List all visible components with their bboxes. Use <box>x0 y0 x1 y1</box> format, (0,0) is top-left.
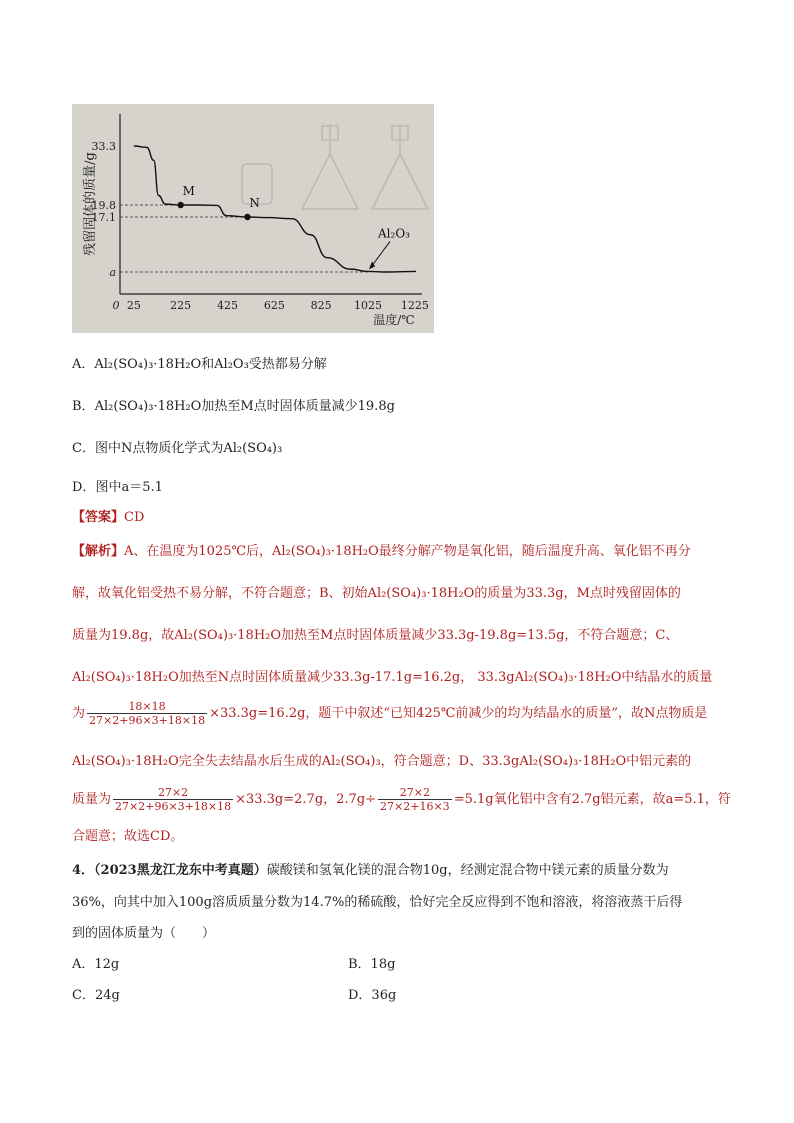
analysis-label: 【解析】 <box>72 544 125 559</box>
analysis-line-2: 解，故氧化铝受热不易分解，不符合题意；B、初始Al₂(SO₄)₃·18H₂O的质量为33.3g，M点时残留固体的 <box>72 586 681 601</box>
question-4-text-1: 碳酸镁和氢氧化镁的混合物10g，经测定混合物中镁元素的质量分数为 <box>266 863 669 878</box>
option-b <box>72 397 395 417</box>
option-d <box>72 478 163 498</box>
answer-label: 【答案】 <box>72 510 125 525</box>
analysis-text-7b: ×33.3g=2.7g，2.7g÷ <box>235 792 377 807</box>
option-d-text: 图中a＝5.1 <box>95 480 163 495</box>
answer-line <box>72 508 144 528</box>
option-a <box>72 355 327 375</box>
analysis-line-4: Al₂(SO₄)₃·18H₂O加热至N点时固体质量减少33.3g-17.1g=16.2g， 33.3gAl₂(SO₄)₃·18H₂O中结晶水的质量 <box>72 670 713 685</box>
point-label: M <box>182 184 195 198</box>
fraction-3-denominator: 27×2+16×3 <box>380 800 450 813</box>
x-tick-label: 825 <box>310 299 332 312</box>
fraction-2-denominator: 27×2+96×3+18×18 <box>115 800 232 813</box>
y-tick-label: 17.1 <box>91 211 116 224</box>
y-tick-label: 19.8 <box>91 199 116 212</box>
fraction-3-numerator: 27×2 <box>378 786 452 800</box>
analysis-line-7 <box>72 786 731 813</box>
y-tick-label: a <box>109 266 116 279</box>
fraction-1-denominator: 27×2+96×3+18×18 <box>89 714 206 727</box>
option-d-letter: D． <box>72 480 96 495</box>
annotation-label: Al₂O₃ <box>378 226 410 241</box>
analysis-text-7a: 质量为 <box>72 792 112 807</box>
question-4-line-1 <box>72 861 724 881</box>
mass-temperature-chart <box>72 104 434 333</box>
y-tick-label: 33.3 <box>91 140 116 153</box>
question-4-line-3: 到的固体质量为（ ） <box>72 926 216 941</box>
fraction-2 <box>113 786 233 813</box>
fraction-1-numerator: 18×18 <box>87 700 207 714</box>
analysis-line-6: Al₂(SO₄)₃·18H₂O完全失去结晶水后生成的Al₂(SO₄)₃，符合题意；D、33.3gAl₂(SO₄)₃·18H₂O中铝元素的 <box>72 754 692 769</box>
x-tick-label: 1225 <box>400 299 429 312</box>
question-4-line-2: 36%，向其中加入100g溶质质量分数为14.7%的稀硫酸，恰好完全反应得到不饱和溶液，将溶液蒸干后得 <box>72 895 683 910</box>
y-axis-label: 残留固体的质量/g <box>83 152 98 256</box>
option-a-text: Al₂(SO₄)₃·18H₂O和Al₂O₃受热都易分解 <box>94 357 327 372</box>
x-axis-label: 温度/℃ <box>373 313 415 327</box>
analysis-text-5b: ×33.3g=16.2g，题干中叙述“已知425℃前减少的均为结晶水的质量”，故N点物质是 <box>209 706 708 721</box>
option-a-letter: A． <box>72 357 95 372</box>
background-apparatus <box>242 124 428 209</box>
q4-option-a: A．12g <box>72 957 120 972</box>
x-tick-label: 25 <box>126 299 141 312</box>
analysis-text-5a: 为 <box>72 706 86 721</box>
analysis-line-5 <box>72 700 724 727</box>
option-c <box>72 439 282 459</box>
fraction-1 <box>87 700 207 727</box>
x-tick-label: 225 <box>170 299 192 312</box>
point-label: N <box>249 196 260 210</box>
point-marker <box>244 214 250 220</box>
x-tick-label: 625 <box>263 299 285 312</box>
question-4-number: 4． <box>72 863 95 878</box>
point-marker <box>177 202 183 208</box>
chart-photo <box>72 104 434 333</box>
analysis-line-3: 质量为19.8g，故Al₂(SO₄)₃·18H₂O加热至M点时固体质量减少33.3g-19.8g=13.5g，不符合题意；C、 <box>72 628 679 643</box>
option-c-letter: C． <box>72 441 95 456</box>
q4-option-b: B．18g <box>348 957 396 972</box>
x-tick-label: 1025 <box>354 299 382 312</box>
analysis-text-7c: =5.1g氧化铝中含有2.7g铝元素，故a=5.1，符 <box>453 792 731 807</box>
analysis-text-1: A、在温度为1025℃后，Al₂(SO₄)₃·18H₂O最终分解产物是氧化铝，随后温度升高、氧化铝不再分 <box>124 544 691 559</box>
q4-option-d: D．36g <box>348 988 397 1003</box>
option-c-text: 图中N点物质化学式为Al₂(SO₄)₃ <box>94 441 283 456</box>
q4-option-c: C．24g <box>72 988 120 1003</box>
analysis-line-8: 合题意；故选CD。 <box>72 829 184 844</box>
option-b-letter: B． <box>72 399 95 414</box>
fraction-3 <box>378 786 452 813</box>
x-tick-label: 0 <box>112 299 120 312</box>
answer-value: CD <box>124 510 145 525</box>
question-4-source: （2023黑龙江龙东中考真题） <box>94 863 267 878</box>
x-tick-label: 425 <box>217 299 239 312</box>
fraction-2-numerator: 27×2 <box>113 786 233 800</box>
analysis-line-1 <box>72 542 724 562</box>
option-b-text: Al₂(SO₄)₃·18H₂O加热至M点时固体质量减少19.8g <box>94 399 395 414</box>
